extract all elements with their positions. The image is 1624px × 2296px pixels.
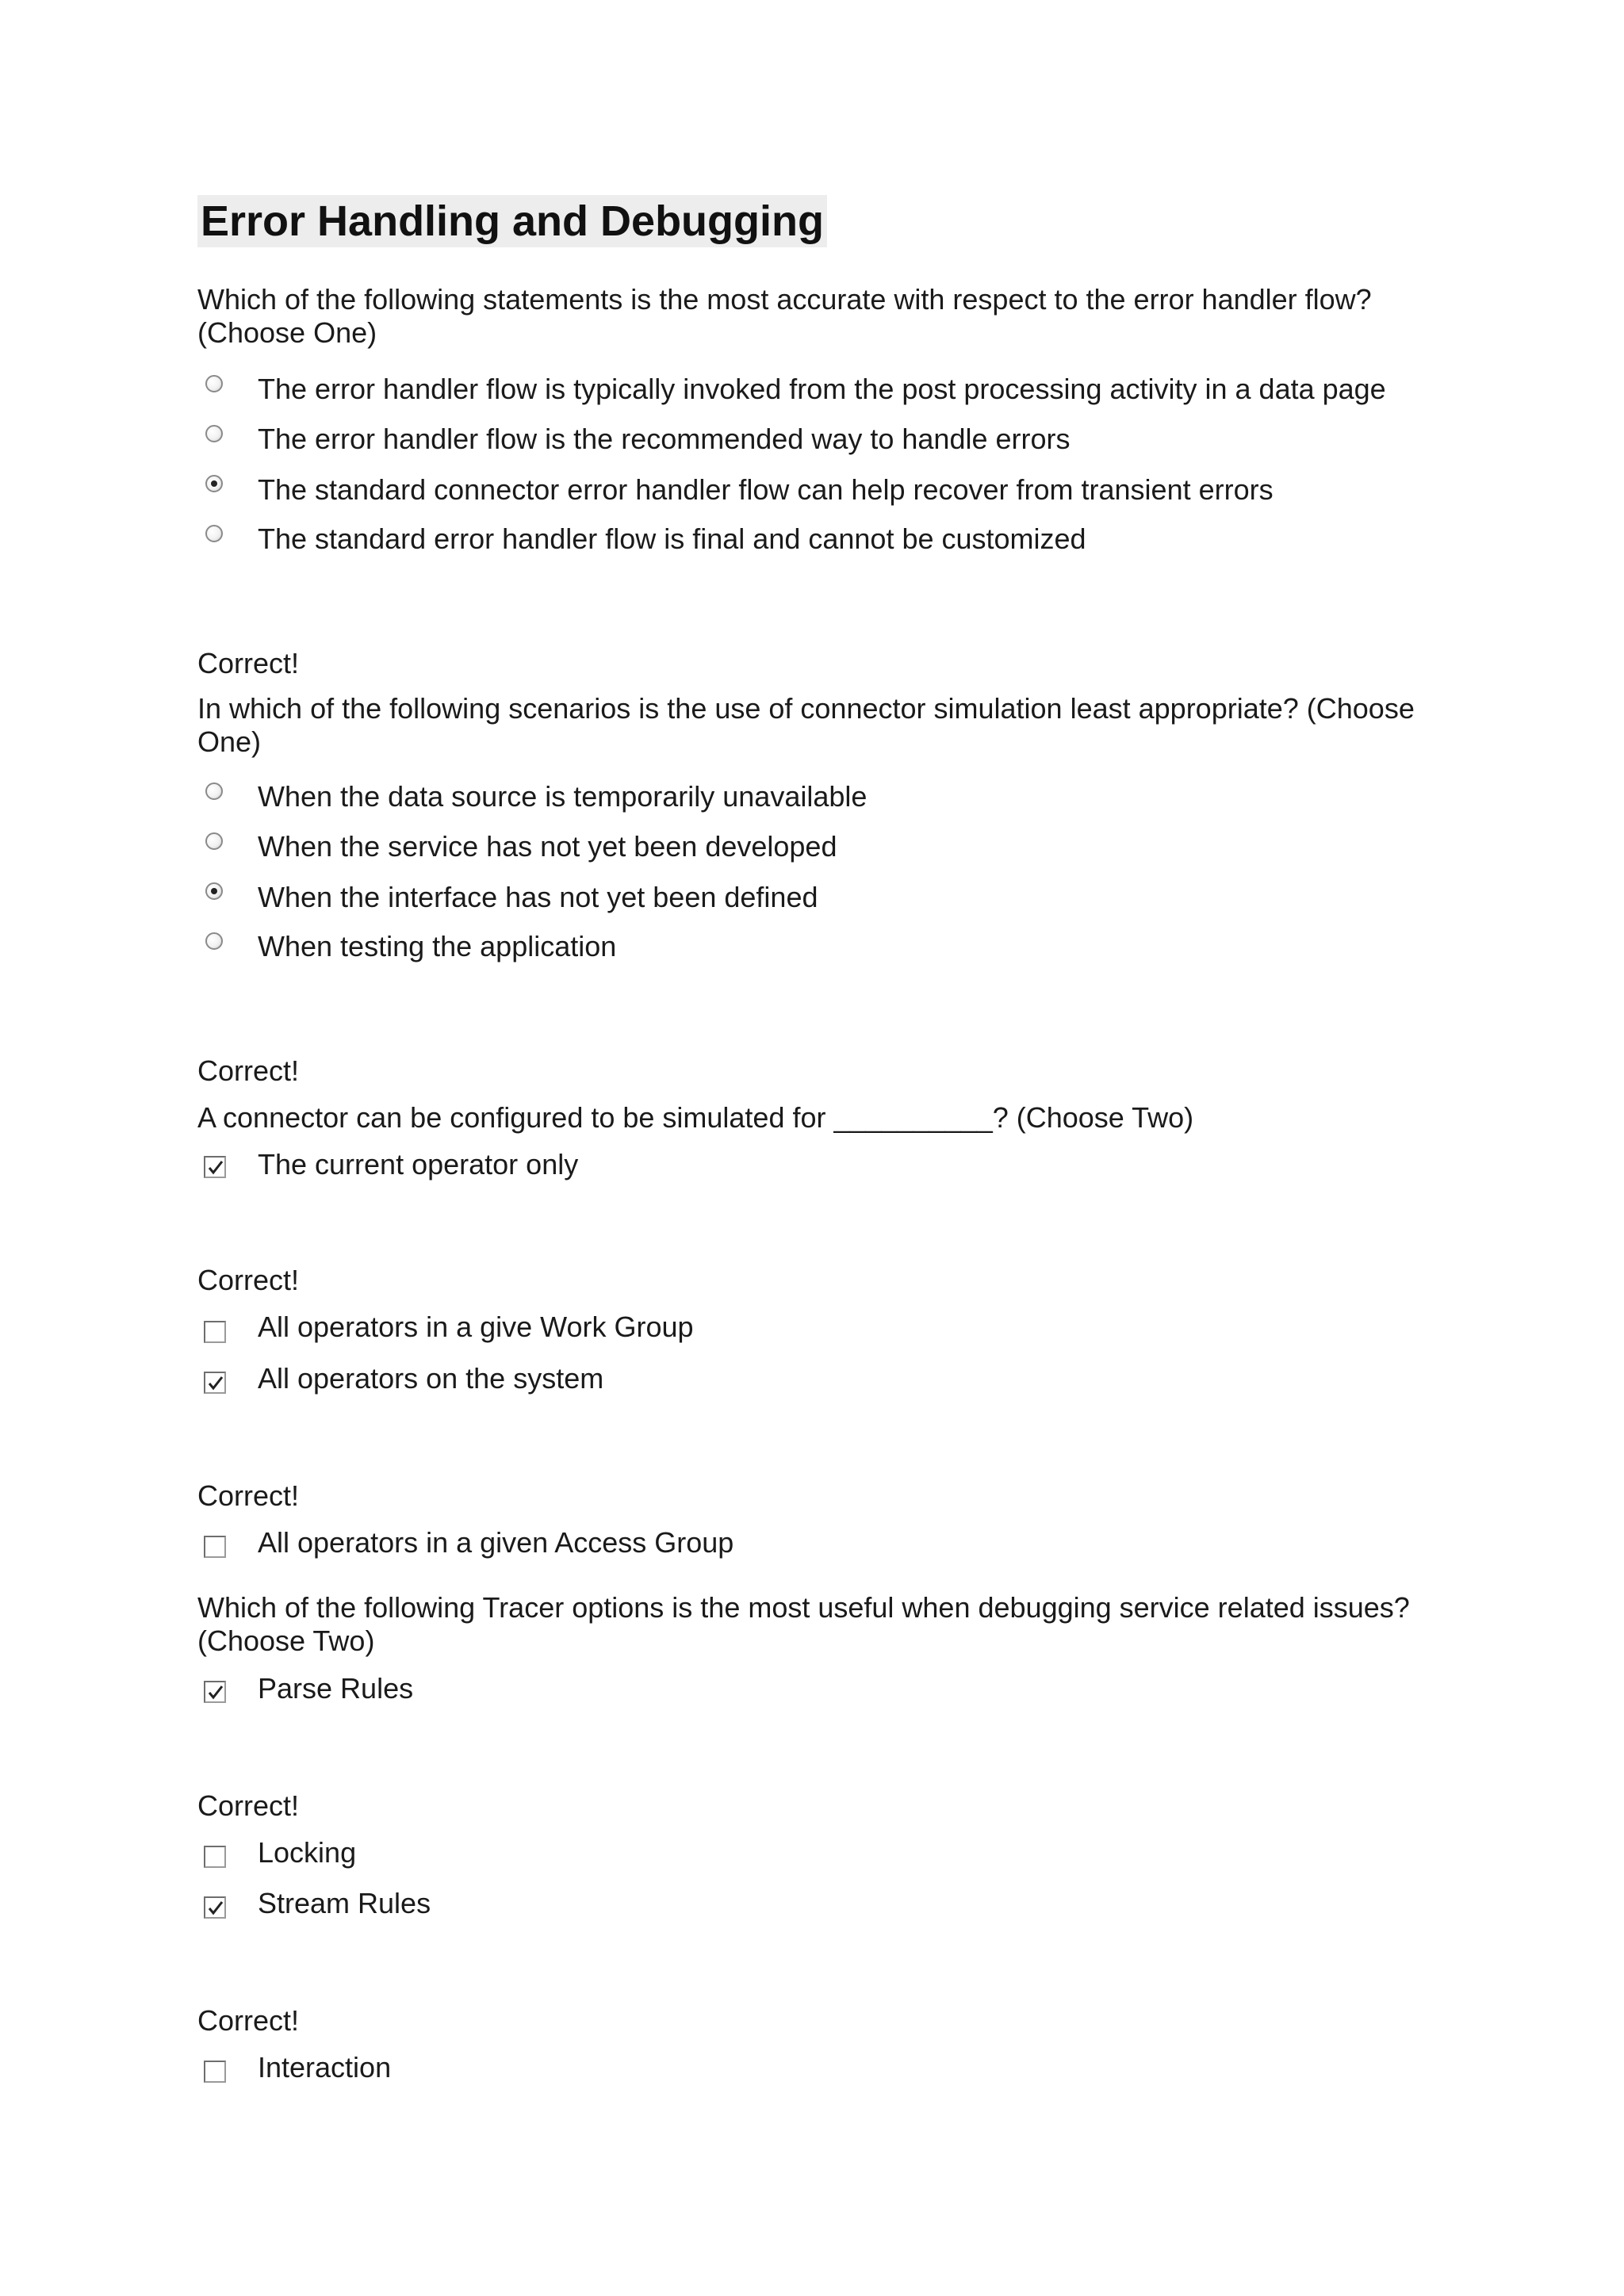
option-label: The standard connector error handler flow can help recover from transient errors bbox=[258, 473, 1274, 506]
option-label: All operators in a give Work Group bbox=[258, 1311, 694, 1343]
page-title: Error Handling and Debugging bbox=[197, 195, 827, 247]
option-label: Interaction bbox=[258, 2051, 392, 2084]
checkmark-icon bbox=[206, 1158, 225, 1177]
option-label: The standard error handler flow is final and cannot be customized bbox=[258, 522, 1086, 555]
option-label: Stream Rules bbox=[258, 1887, 431, 1919]
radio-button[interactable] bbox=[205, 783, 223, 800]
radio-button[interactable] bbox=[205, 375, 223, 392]
question-3-text: A connector can be configured to be simulated for __________? (Choose Two) bbox=[197, 1101, 1194, 1134]
checkbox-checked[interactable] bbox=[204, 1681, 226, 1703]
option-label: When testing the application bbox=[258, 930, 617, 962]
option-label: The current operator only bbox=[258, 1148, 579, 1181]
option-label: Locking bbox=[258, 1836, 357, 1869]
option-label: Parse Rules bbox=[258, 1672, 414, 1705]
feedback-correct: Correct! bbox=[197, 1789, 300, 1822]
feedback-correct: Correct! bbox=[197, 1479, 300, 1512]
option-label: The error handler flow is typically invoked from the post processing activity in a data page bbox=[258, 373, 1386, 405]
feedback-correct: Correct! bbox=[197, 1264, 300, 1296]
feedback-correct: Correct! bbox=[197, 2004, 300, 2037]
checkbox[interactable] bbox=[204, 2061, 226, 2083]
checkbox[interactable] bbox=[204, 1536, 226, 1558]
option-label: When the service has not yet been developed bbox=[258, 830, 837, 863]
radio-button-selected[interactable] bbox=[205, 475, 223, 492]
feedback-correct: Correct! bbox=[197, 1054, 300, 1087]
option-label: All operators in a given Access Group bbox=[258, 1526, 734, 1559]
radio-button-selected[interactable] bbox=[205, 882, 223, 900]
option-label: The error handler flow is the recommended way to handle errors bbox=[258, 423, 1071, 455]
checkmark-icon bbox=[206, 1899, 225, 1918]
feedback-correct: Correct! bbox=[197, 647, 300, 679]
checkbox[interactable] bbox=[204, 1846, 226, 1868]
checkbox-checked[interactable] bbox=[204, 1372, 226, 1394]
checkbox-checked[interactable] bbox=[204, 1156, 226, 1178]
checkbox-checked[interactable] bbox=[204, 1896, 226, 1919]
question-4-text: Which of the following Tracer options is the most useful when debugging service related issues? (Choose Two) bbox=[197, 1591, 1410, 1657]
option-label: When the data source is temporarily unavailable bbox=[258, 780, 868, 813]
question-1-text: Which of the following statements is the most accurate with respect to the error handler flow? (Choose One) bbox=[197, 283, 1372, 349]
option-label: When the interface has not yet been defined bbox=[258, 881, 818, 913]
option-label: All operators on the system bbox=[258, 1362, 604, 1395]
checkmark-icon bbox=[206, 1374, 225, 1393]
radio-button[interactable] bbox=[205, 525, 223, 542]
radio-button[interactable] bbox=[205, 932, 223, 950]
question-2-text: In which of the following scenarios is the use of connector simulation least appropriate? (Choose One) bbox=[197, 692, 1415, 758]
radio-button[interactable] bbox=[205, 425, 223, 442]
radio-button[interactable] bbox=[205, 832, 223, 850]
checkmark-icon bbox=[206, 1683, 225, 1702]
checkbox[interactable] bbox=[204, 1321, 226, 1343]
